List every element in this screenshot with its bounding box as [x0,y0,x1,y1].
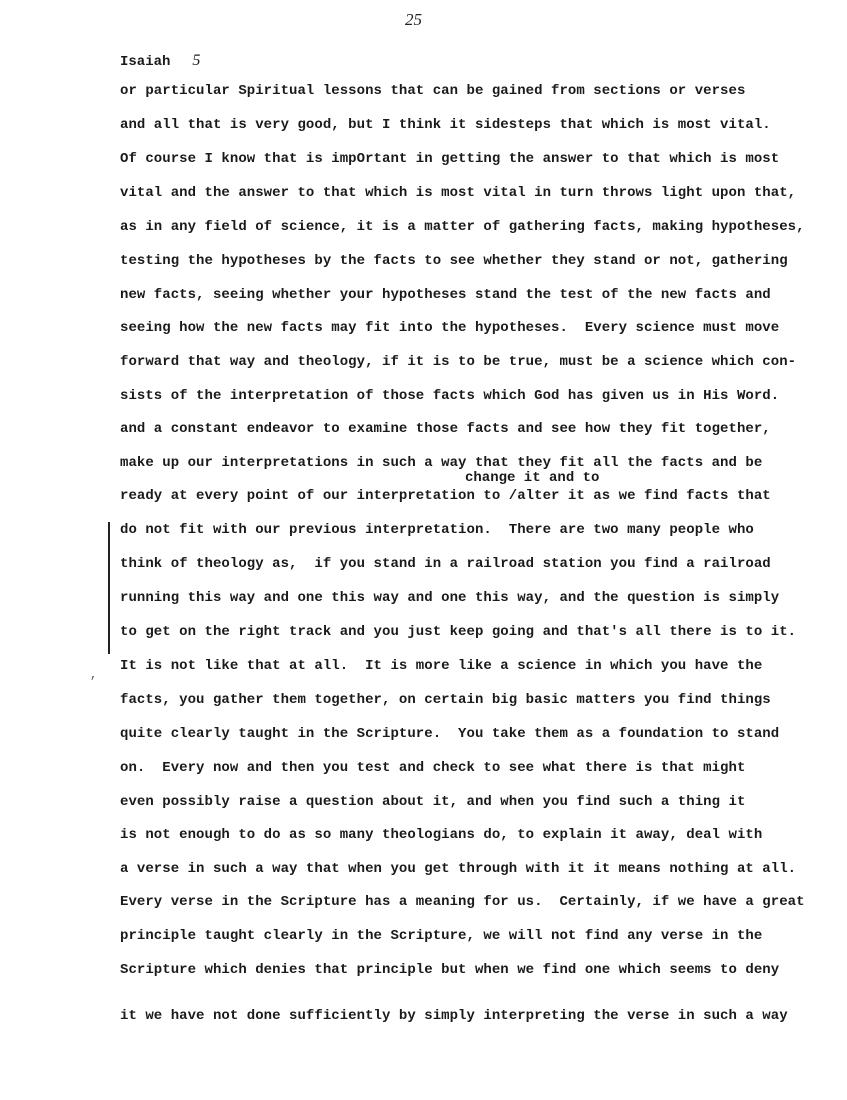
text-line: sists of the interpretation of those facts which God has given us in His Word. [120,388,780,404]
text-line: facts, you gather them together, on certain big basic matters you find things [120,692,771,708]
text-line: It is not like that at all. It is more like a science in which you have the [120,658,763,674]
text-line: quite clearly taught in the Scripture. You take them as a foundation to stand [120,726,780,742]
document-header [120,52,200,70]
header-chapter: 5 [192,52,201,69]
text-line: running this way and one this way and one this way, and the question is simply [120,590,780,606]
text-line: on. Every now and then you test and check to see what there is that might [120,760,746,776]
text-line: or particular Spiritual lessons that can be gained from sections or verses [120,83,746,99]
header-title: Isaiah [120,54,171,70]
text-line: to get on the right track and you just keep going and that's all there is to it. [120,624,797,640]
text-line: ready at every point of our interpretation to /alter it as we find facts that [120,488,771,504]
margin-tick-mark: , [90,668,98,682]
text-line: is not enough to do as so many theologians do, to explain it away, deal with [120,827,763,843]
text-line: as in any field of science, it is a matter of gathering facts, making hypotheses, [120,219,805,235]
text-line: Of course I know that is impOrtant in getting the answer to that which is most [120,151,780,167]
text-line: and a constant endeavor to examine those facts and see how they fit together, [120,421,771,437]
text-line: new facts, seeing whether your hypotheses stand the test of the new facts and [120,287,771,303]
text-line: Every verse in the Scripture has a meaning for us. Certainly, if we have a great [120,894,805,910]
text-line: Scripture which denies that principle but when we find one which seems to deny [120,962,780,978]
text-line: do not fit with our previous interpretation. There are two many people who [120,522,754,538]
handwritten-insertion: change it and to [465,470,600,486]
text-line: think of theology as, if you stand in a railroad station you find a railroad [120,556,771,572]
text-line: seeing how the new facts may fit into the hypotheses. Every science must move [120,320,780,336]
text-line: and all that is very good, but I think it sidesteps that which is most vital. [120,117,771,133]
text-line: principle taught clearly in the Scripture, we will not find any verse in the [120,928,763,944]
text-line: make up our interpretations in such a way that they fit all the facts and be [120,455,763,471]
text-line: vital and the answer to that which is most vital in turn throws light upon that, [120,185,797,201]
page-number: 25 [405,10,422,29]
text-line: a verse in such a way that when you get through with it it means nothing at all. [120,861,797,877]
text-line: it we have not done sufficiently by simply interpreting the verse in such a way [120,1008,788,1024]
text-line: forward that way and theology, if it is to be true, must be a science which con- [120,354,797,370]
margin-line-mark [108,522,110,654]
text-line: testing the hypotheses by the facts to see whether they stand or not, gathering [120,253,788,269]
text-line: even possibly raise a question about it, and when you find such a thing it [120,794,746,810]
